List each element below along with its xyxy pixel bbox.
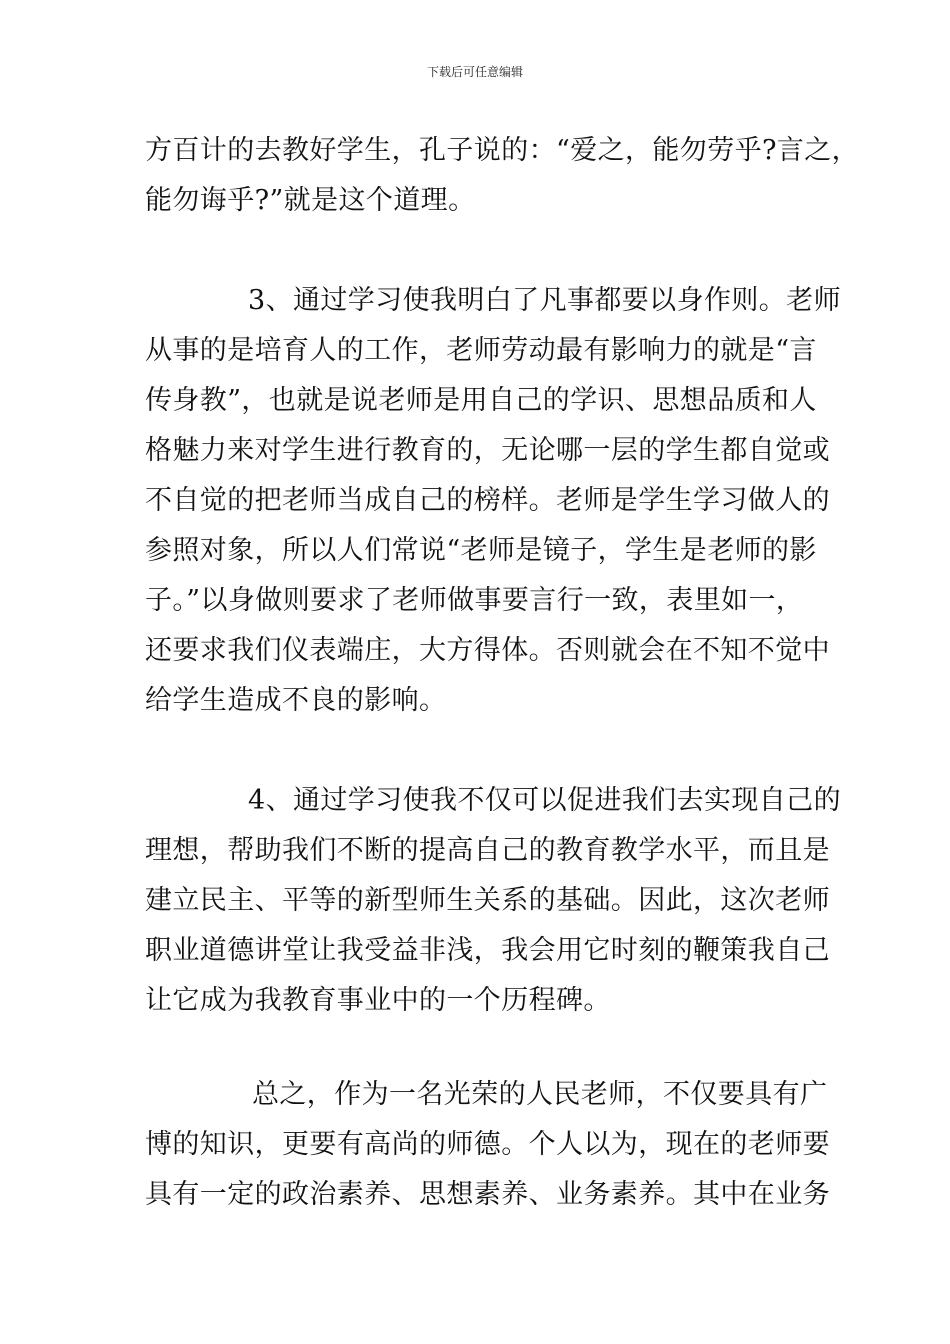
- paragraph-2-line-4: 格魅力来对学生进行教育的，无论哪一层的学生都自觉或: [145, 435, 830, 466]
- paragraph-2-line-6: 参照对象，所以人们常说“老师是镜子，学生是老师的影: [145, 535, 817, 566]
- paragraph-2-line-3: 传身教”，也就是说老师是用自己的学识、思想品质和人: [145, 385, 817, 416]
- paragraph-3-line-1: 4、通过学习使我不仅可以促进我们去实现自己的: [248, 785, 841, 816]
- paragraph-3-line-4: 职业道德讲堂让我受益非浅，我会用它时刻的鞭策我自己: [145, 935, 830, 966]
- paragraph-2-line-7: 子。”以身做则要求了老师做事要言行一致，表里如一，: [145, 585, 804, 616]
- paragraph-2-line-8: 还要求我们仪表端庄，大方得体。否则就会在不知不觉中: [145, 635, 830, 666]
- paragraph-4-line-2: 博的知识，更要有高尚的师德。个人以为，现在的老师要: [145, 1129, 830, 1160]
- paragraph-3-line-2: 理想，帮助我们不断的提高自己的教育教学水平，而且是: [145, 835, 830, 866]
- paragraph-1-line-2: 能勿诲乎?”就是这个道理。: [145, 185, 476, 216]
- paragraph-3-line-3: 建立民主、平等的新型师生关系的基础。因此，这次老师: [145, 885, 830, 916]
- paragraph-2-line-1: 3、通过学习使我明白了凡事都要以身作则。老师: [248, 285, 841, 316]
- paragraph-3-line-5: 让它成为我教育事业中的一个历程碑。: [145, 985, 611, 1016]
- paragraph-2-line-9: 给学生造成不良的影响。: [145, 685, 447, 716]
- paragraph-2-line-2: 从事的是培育人的工作，老师劳动最有影响力的就是“言: [145, 335, 817, 366]
- paragraph-4-line-1: 总之，作为一名光荣的人民老师，不仅要具有广: [252, 1079, 828, 1110]
- paragraph-4-line-3: 具有一定的政治素养、思想素养、业务素养。其中在业务: [145, 1179, 830, 1210]
- page-header: 下载后可任意编辑: [426, 65, 523, 79]
- paragraph-2-line-5: 不自觉的把老师当成自己的榜样。老师是学生学习做人的: [145, 485, 830, 516]
- paragraph-1-line-1: 方百计的去教好学生，孔子说的：“爱之，能勿劳乎?言之，: [145, 135, 860, 166]
